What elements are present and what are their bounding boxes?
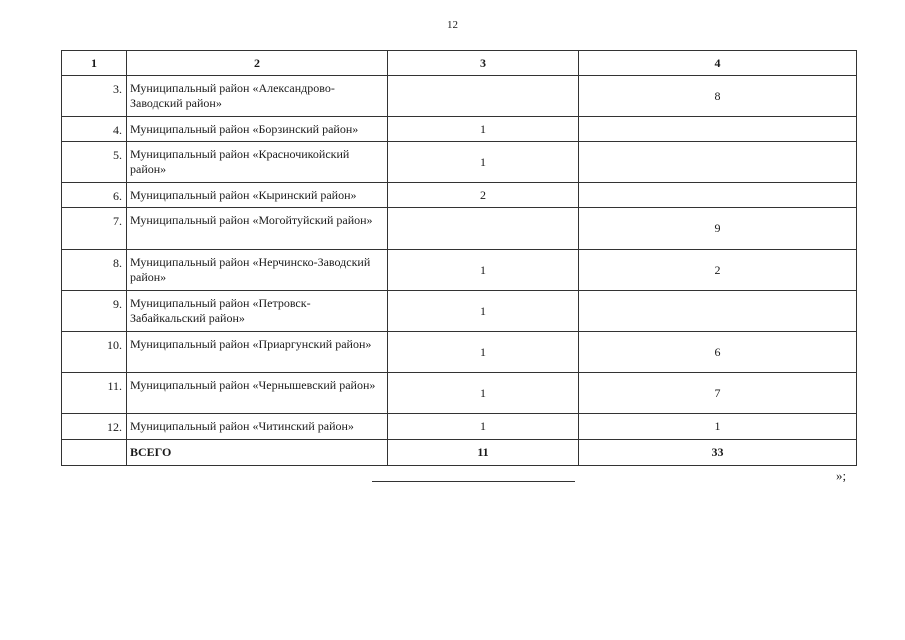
district-name: Муниципальный район «Кыринский район» [127,183,388,208]
table-row [62,183,857,208]
district-name: Муниципальный район «Борзинский район» [127,117,388,142]
district-name: Муниципальный район «Александрово-Заводский район» [127,76,388,117]
district-name: Муниципальный район «Чернышевский район» [127,373,388,414]
column-header-3: 3 [388,51,579,76]
table-row [62,76,857,117]
column-4-value [579,183,857,208]
district-name: Муниципальный район «Приаргунский район» [127,332,388,373]
row-number: 5. [62,142,127,183]
district-name: Муниципальный район «Нерчинско-Заводский район» [127,250,388,291]
column-4-value: 2 [579,250,857,291]
total-column-4: 33 [579,440,857,466]
column-3-value: 1 [388,332,579,373]
column-3-value: 1 [388,291,579,332]
row-number: 3. [62,76,127,117]
districts-table [61,50,857,466]
column-4-value: 8 [579,76,857,117]
row-number: 10. [62,332,127,373]
page-number: 12 [447,19,458,31]
column-4-value: 1 [579,414,857,440]
district-name: Муниципальный район «Читинский район» [127,414,388,440]
column-4-value [579,142,857,183]
column-3-value: 1 [388,142,579,183]
total-column-3: 11 [388,440,579,466]
district-name: Муниципальный район «Могойтуйский район» [127,208,388,250]
separator-line [372,481,575,482]
column-4-value [579,117,857,142]
row-number: 12. [62,414,127,440]
closing-quote-mark: »; [836,468,847,483]
column-header-4: 4 [579,51,857,76]
column-4-value: 7 [579,373,857,414]
district-name: Муниципальный район «Красночикойский район» [127,142,388,183]
row-number: 11. [62,373,127,414]
row-number: 4. [62,117,127,142]
column-3-value: 1 [388,373,579,414]
column-3-value: 2 [388,183,579,208]
row-number: 8. [62,250,127,291]
total-row-number [62,440,127,466]
table-row [62,250,857,291]
column-header-1: 1 [62,51,127,76]
district-name: Муниципальный район «Петровск-Забайкальский район» [127,291,388,332]
row-number: 9. [62,291,127,332]
table-row [62,117,857,142]
total-row [62,440,857,466]
column-3-value [388,76,579,117]
column-3-value: 1 [388,250,579,291]
column-3-value: 1 [388,414,579,440]
table-row [62,332,857,373]
column-3-value: 1 [388,117,579,142]
column-4-value: 6 [579,332,857,373]
column-4-value: 9 [579,208,857,250]
table-row [62,208,857,250]
column-3-value [388,208,579,250]
table-row [62,142,857,183]
column-header-2: 2 [127,51,388,76]
row-number: 6. [62,183,127,208]
table-row [62,414,857,440]
column-4-value [579,291,857,332]
row-number: 7. [62,208,127,250]
total-label: ВСЕГО [127,440,388,466]
table-header-row [62,51,857,76]
table-row [62,373,857,414]
table-row [62,291,857,332]
